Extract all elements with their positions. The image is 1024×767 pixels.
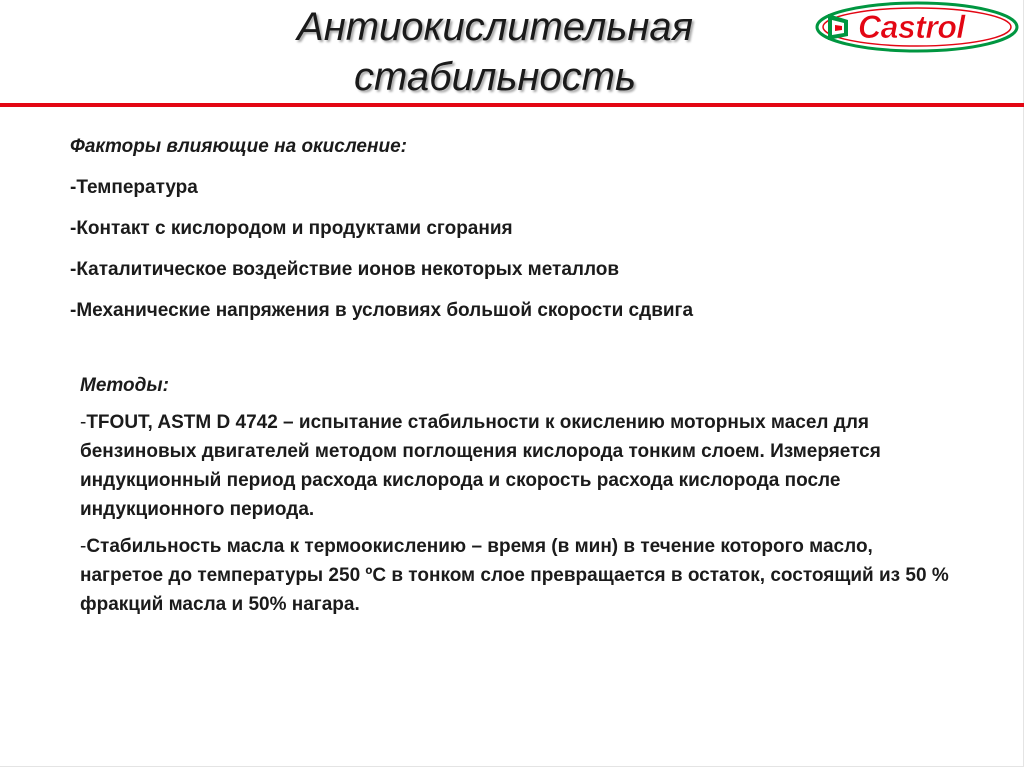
slide-title-line-1: Антиокислительная [297, 5, 693, 49]
castrol-logo [814, 0, 1020, 54]
method-text: Стабильность масла к термоокислению – время (в мин) в течение которого масло, нагретое до температуры 250 ºС в тонком слое превращается в остаток, состоящий из 50 % фракций масла и 50% нагара. [80, 536, 949, 615]
factors-heading: Факторы влияющие на окисление: [70, 136, 407, 157]
factor-item: -Каталитическое воздействие ионов некоторых металлов [70, 259, 620, 280]
method-text: TFOUT, ASTM D 4742 – испытание стабильности к окислению моторных масел для бензиновых двигателей методом поглощения кислорода тонким слоем. Измеряется индукционный период расхода кислорода и скорость расхода кислорода после индукционного периода. [80, 412, 881, 520]
method-paragraph [80, 408, 960, 524]
factor-item: -Контакт с кислородом и продуктами сгорания [70, 218, 513, 239]
methods-section [80, 371, 960, 627]
factor-item: -Температура [70, 177, 198, 198]
factor-item: -Механические напряжения в условиях большой скорости сдвига [70, 300, 694, 321]
methods-heading: Методы: [80, 375, 169, 396]
slide-title [150, 2, 840, 102]
method-dash: - [80, 412, 87, 433]
method-dash: - [80, 536, 87, 557]
slide-title-line-2: стабильность [353, 55, 637, 99]
title-divider [0, 103, 1024, 107]
factors-section [70, 132, 970, 337]
method-paragraph [80, 532, 960, 619]
castrol-logo-text: Castrol [858, 9, 965, 45]
